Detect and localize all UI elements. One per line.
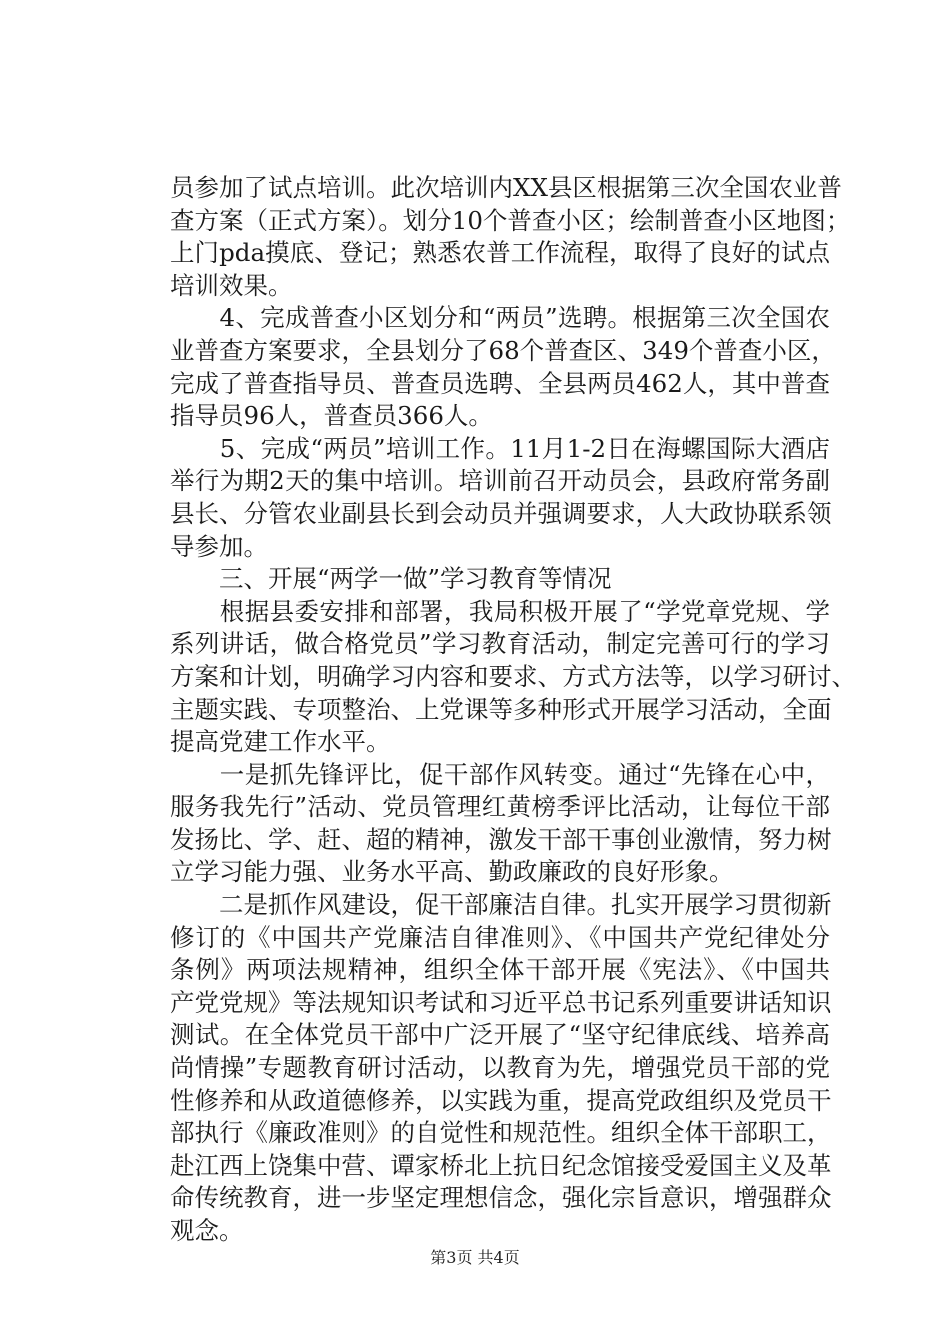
text-line: 指导员96人，普查员366人。 (170, 401, 493, 431)
text-line: 方案和计划，明确学习内容和要求、方式方法等，以学习研讨、 (170, 661, 856, 691)
page-footer: 第3页 共4页 (430, 1248, 520, 1267)
text-line: 性修养和从政道德修养，以实践为重，提高党政组织及党员干 (170, 1085, 832, 1115)
text-line: 修订的《中国共产党廉洁自律准则》、《中国共产党纪律处分 (170, 922, 830, 952)
text-line: 培训效果。 (170, 270, 293, 300)
text-line: 条例》两项法规精神，组织全体干部开展《宪法》、《中国共 (170, 955, 830, 985)
text-line: 员参加了试点培训。此次培训内XX县区根据第三次全国农业普 (170, 173, 842, 202)
text-line: 上门pda摸底、登记；熟悉农普工作流程，取得了良好的试点 (170, 238, 830, 268)
text-line: 二是抓作风建设，促干部廉洁自律。扎实开展学习贯彻新 (170, 890, 832, 920)
text-line: 4、完成普查小区划分和“两员”选聘。根据第三次全国农 (170, 303, 830, 333)
text-line: 主题实践、专项整治、上党课等多种形式开展学习活动，全面 (170, 694, 832, 724)
text-line: 查方案（正式方案）。划分10个普查小区；绘制普查小区地图； (170, 205, 851, 235)
text-line: 发扬比、学、赶、超的精神，激发干部干事创业激情，努力树 (170, 824, 832, 854)
text-line: 三、开展“两学一做”学习教育等情况 (170, 564, 612, 594)
text-line: 服务我先行”活动、党员管理红黄榜季评比活动，让每位干部 (170, 792, 830, 822)
text-line: 立学习能力强、业务水平高、勤政廉政的良好形象。 (170, 857, 734, 887)
text-line: 赴江西上饶集中营、谭家桥北上抗日纪念馆接受爱国主义及革 (170, 1150, 832, 1180)
text-line: 提高党建工作水平。 (170, 727, 391, 757)
text-line: 根据县委安排和部署，我局积极开展了“学党章党规、学 (170, 596, 830, 626)
text-line: 系列讲话，做合格党员”学习教育活动，制定完善可行的学习 (170, 629, 830, 659)
text-line: 业普查方案要求，全县划分了68个普查区、349个普查小区， (170, 335, 836, 365)
text-line: 尚情操”专题教育研讨活动，以教育为先，增强党员干部的党 (170, 1053, 830, 1083)
text-line: 命传统教育，进一步坚定理想信念，强化宗旨意识，增强群众 (170, 1183, 832, 1213)
text-line: 县长、分管农业副县长到会动员并强调要求，人大政协联系领 (170, 498, 832, 528)
text-line: 观念。 (170, 1216, 244, 1245)
text-line: 测试。在全体党员干部中广泛开展了“坚守纪律底线、培养高 (170, 1020, 830, 1050)
body-text (170, 172, 856, 1248)
text-line: 5、完成“两员”培训工作。11月1-2日在海螺国际大酒店 (170, 433, 830, 463)
text-line: 部执行《廉政准则》的自觉性和规范性。组织全体干部职工， (170, 1118, 832, 1148)
text-line: 导参加。 (170, 531, 268, 561)
text-line: 一是抓先锋评比，促干部作风转变。通过“先锋在心中， (170, 759, 830, 789)
text-line: 产党党规》等法规知识考试和习近平总书记系列重要讲话知识 (170, 987, 832, 1017)
text-line: 完成了普查指导员、普查员选聘、全县两员462人，其中普查 (170, 368, 830, 398)
text-line: 举行为期2天的集中培训。培训前召开动员会，县政府常务副 (170, 466, 830, 496)
